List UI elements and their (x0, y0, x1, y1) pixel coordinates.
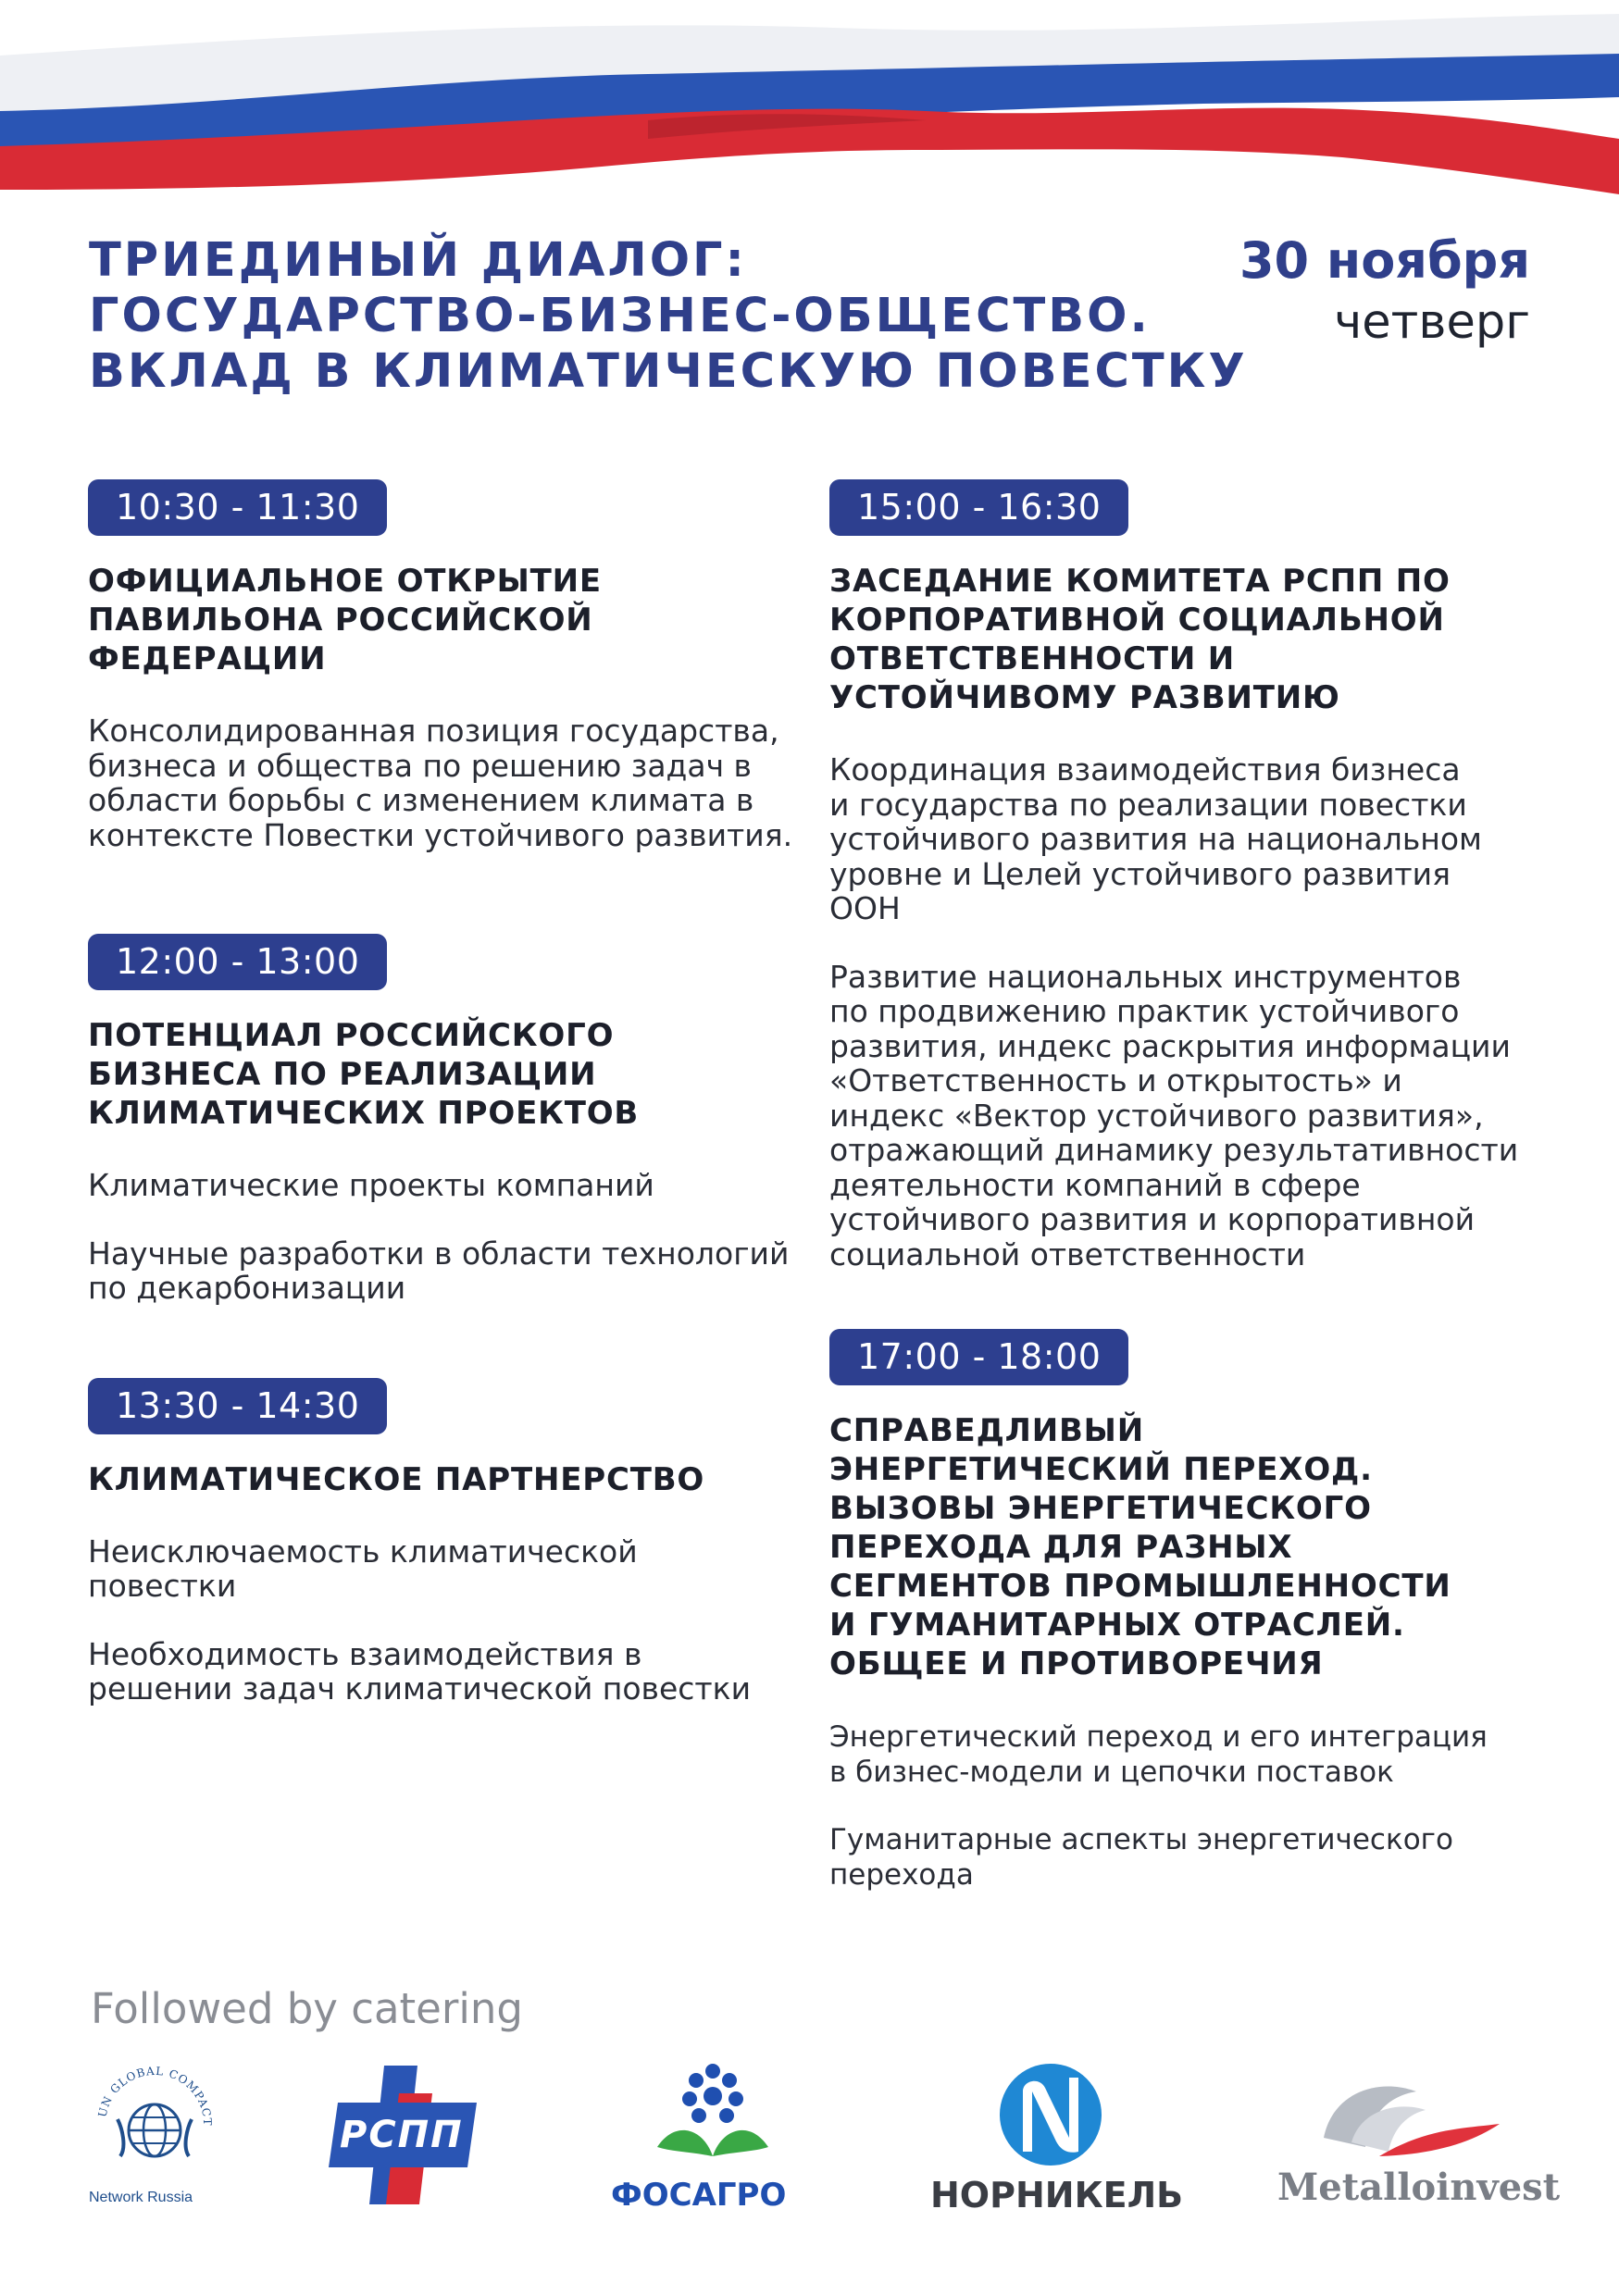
desc-line: деятельности компаний в сфере (829, 1166, 1361, 1203)
desc-line: Необходимость взаимодействия в (88, 1635, 642, 1672)
desc-line: социальной ответственности (829, 1235, 1306, 1272)
session-title-line: БИЗНЕСА ПО РЕАЛИЗАЦИИ (88, 1056, 597, 1093)
session-description (829, 1823, 1551, 1893)
session-title (88, 1460, 810, 1499)
phosagro-text: ФОСАГРО (611, 2177, 787, 2214)
un-emblem-icon (85, 2054, 224, 2193)
session-title-line: УСТОЙЧИВОМУ РАЗВИТИЮ (829, 679, 1340, 716)
ungc-caption: Network Russia (89, 2190, 193, 2205)
session-title (829, 1411, 1551, 1683)
title-line: ГОСУДАРСТВО-БИЗНЕС-ОБЩЕСТВО. (89, 289, 1151, 343)
session-title-line: ЗАСЕДАНИЕ КОМИТЕТА РСПП ПО (829, 563, 1451, 600)
session-title-line: ПАВИЛЬОНА РОССИЙСКОЙ (88, 602, 593, 639)
un-global-compact-logo (85, 2054, 224, 2212)
desc-line: устойчивого развития и корпоративной (829, 1201, 1476, 1237)
desc-line: области борьбы с изменением климата в (88, 782, 754, 818)
date-text: 30 ноября (1239, 231, 1530, 290)
session-title-line: ВЫЗОВЫ ЭНЕРГЕТИЧЕСКОГО (829, 1490, 1372, 1527)
desc-line: по продвижению практик устойчивого (829, 993, 1460, 1029)
desc-line: Гуманитарные аспекты энергетического (829, 1823, 1453, 1856)
desc-line: уровне и Целей устойчивого развития (829, 855, 1451, 892)
session-title-line: ЭНЕРГЕТИЧЕСКИЙ ПЕРЕХОД. (829, 1451, 1373, 1488)
session-title (88, 562, 810, 678)
session-title-line: СЕГМЕНТОВ ПРОМЫШЛЕННОСТИ (829, 1568, 1451, 1605)
desc-line: отражающий динамику результативности (829, 1132, 1519, 1168)
desc-line: развития, индекс раскрытия информации (829, 1027, 1511, 1064)
metalloinvest-text: Metalloinvest (1277, 2166, 1561, 2209)
session-title (829, 562, 1551, 717)
schedule-right-column (829, 479, 1551, 1893)
desc-line: индекс «Вектор устойчивого развития», (829, 1097, 1484, 1134)
session-title-line: КЛИМАТИЧЕСКИХ ПРОЕКТОВ (88, 1095, 640, 1132)
session-description (829, 960, 1551, 1272)
time-badge: 12:00 - 13:00 (88, 934, 387, 990)
session-title-line: ФЕДЕРАЦИИ (88, 640, 327, 677)
session-description (88, 714, 810, 852)
desc-line: Развитие национальных инструментов (829, 958, 1462, 995)
desc-line: по декарбонизации (88, 1270, 406, 1306)
session-title-line: СПРАВЕДЛИВЫЙ (829, 1412, 1144, 1449)
desc-line: Координация взаимодействия бизнеса (829, 751, 1461, 788)
session-description (829, 752, 1551, 926)
session-committee (829, 479, 1551, 1272)
rspp-logo (329, 2066, 477, 2204)
desc-line: бизнеса и общества по решению задач в (88, 747, 753, 784)
phosagro-flower-icon (611, 2064, 815, 2175)
desc-line: решении задач климатической повестки (88, 1670, 752, 1706)
metalloinvest-emblem-icon (1277, 2073, 1537, 2166)
session-title-line: И ГУМАНИТАРНЫХ ОТРАСЛЕЙ. (829, 1607, 1405, 1644)
schedule-left-column (88, 479, 810, 1706)
phosagro-logo (611, 2064, 815, 2221)
partner-logos (0, 2054, 1619, 2221)
ungc-ring-text: UN GLOBAL COMPACT (95, 2064, 215, 2127)
desc-line: Научные разработки в области технологий (88, 1235, 790, 1272)
session-opening (88, 479, 810, 852)
catering-note: Followed by catering (91, 1984, 523, 2033)
time-badge: 10:30 - 11:30 (88, 479, 387, 536)
session-title-line: ПОТЕНЦИАЛ РОССИЙСКОГО (88, 1017, 615, 1054)
desc-line: перехода (829, 1857, 974, 1892)
session-title-line: ОФИЦИАЛЬНОЕ ОТКРЫТИЕ (88, 563, 602, 600)
session-description (829, 1720, 1551, 1790)
desc-line: Консолидированная позиция государства, (88, 713, 779, 749)
event-date (1239, 230, 1530, 354)
session-energy-transition (829, 1329, 1551, 1893)
session-description (88, 1637, 810, 1706)
session-title-line: ПЕРЕХОДА ДЛЯ РАЗНЫХ (829, 1529, 1293, 1566)
session-title-line: КОРПОРАТИВНОЙ СОЦИАЛЬНОЙ (829, 602, 1445, 639)
session-potential (88, 934, 810, 1306)
session-title (88, 1016, 810, 1133)
desc-line: Неисключаемость климатической (88, 1533, 638, 1570)
title-line: ТРИЕДИНЫЙ ДИАЛОГ: (89, 233, 747, 288)
desc-line: в бизнес-модели и цепочки поставок (829, 1755, 1394, 1789)
desc-line: и государства по реализации повестки (829, 786, 1467, 823)
desc-line: ООН (829, 890, 901, 926)
metalloinvest-logo (1277, 2073, 1561, 2221)
desc-line: контексте Повестки устойчивого развития. (88, 816, 793, 853)
time-badge: 13:30 - 14:30 (88, 1378, 387, 1434)
nornickel-logo (930, 2064, 1189, 2221)
desc-line: Энергетический переход и его интеграция (829, 1720, 1488, 1754)
rspp-text: РСПП (340, 2114, 464, 2156)
session-description (88, 1534, 810, 1604)
nornickel-text: НОРНИКЕЛЬ (930, 2175, 1184, 2215)
flag-ribbon (0, 0, 1619, 213)
session-title-line: ОТВЕТСТВЕННОСТИ И (829, 640, 1236, 677)
session-title-line: КЛИМАТИЧЕСКОЕ ПАРТНЕРСТВО (88, 1460, 705, 1498)
session-title-line: ОБЩЕЕ И ПРОТИВОРЕЧИЯ (829, 1645, 1324, 1682)
session-description (88, 1236, 810, 1306)
nornickel-emblem-icon (930, 2064, 1189, 2166)
session-partnership (88, 1378, 810, 1706)
time-badge: 17:00 - 18:00 (829, 1329, 1128, 1385)
desc-line: «Ответственность и открытость» и (829, 1062, 1402, 1098)
session-description (88, 1168, 810, 1203)
weekday-text: четверг (1334, 295, 1530, 350)
page-title (89, 233, 1248, 400)
time-badge: 15:00 - 16:30 (829, 479, 1128, 536)
desc-line: Климатические проекты компаний (88, 1167, 654, 1203)
desc-line: устойчивого развития на национальном (829, 821, 1482, 857)
title-line: ВКЛАД В КЛИМАТИЧЕСКУЮ ПОВЕСТКУ (89, 344, 1248, 399)
desc-line: повестки (88, 1568, 237, 1604)
